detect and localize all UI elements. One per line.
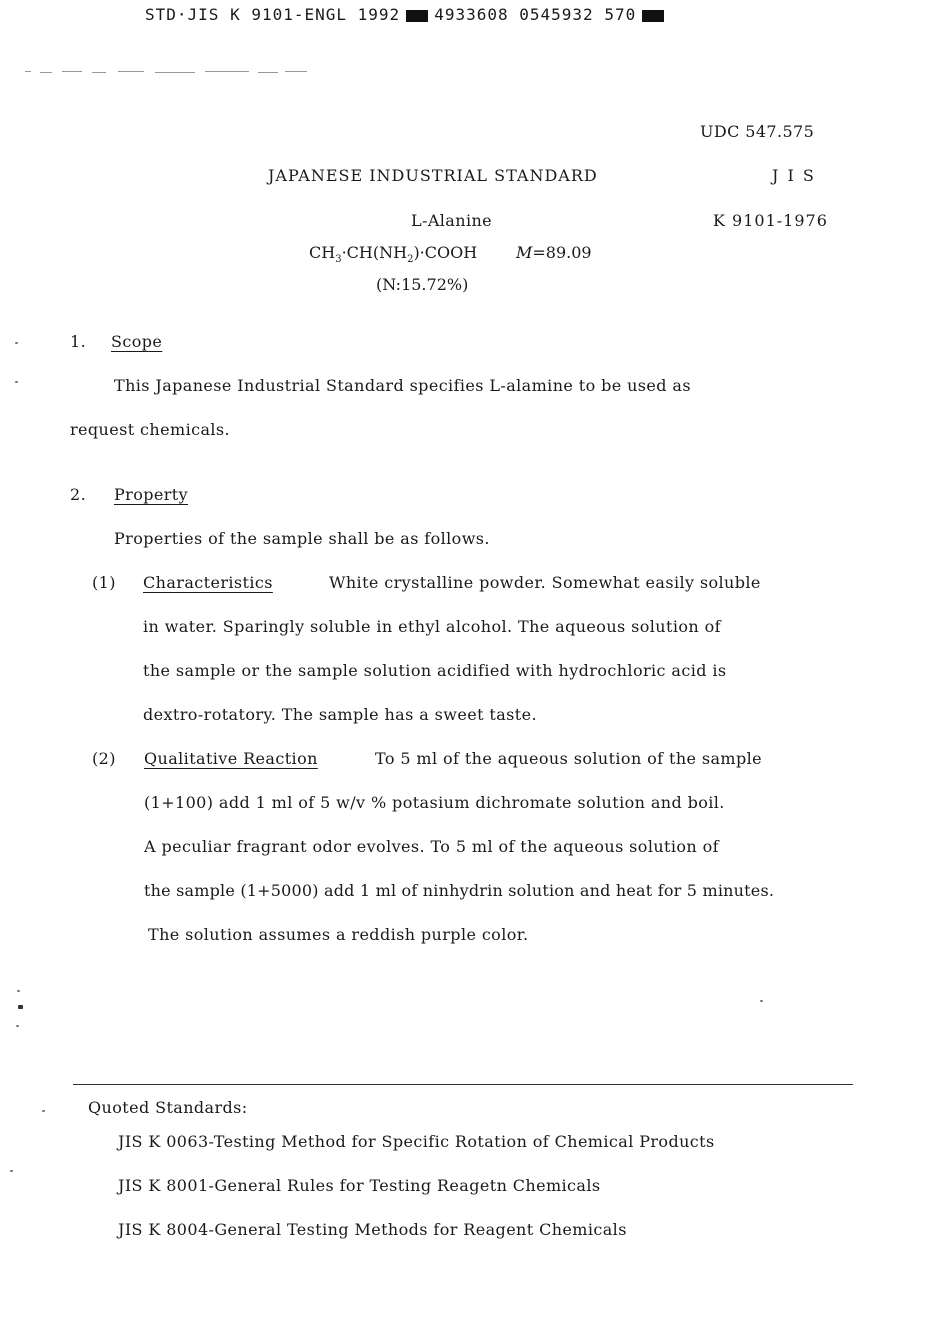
formula-part: )·COOH [413, 243, 478, 262]
molar-mass-value: =89.09 [532, 243, 592, 262]
molar-mass-symbol: M [516, 243, 533, 262]
scope-text-line: request chemicals. [70, 420, 230, 439]
quoted-standards-heading: Quoted Standards: [88, 1098, 248, 1117]
header-stamp-part1: STD·JIS K 9101-ENGL 1992 [145, 5, 401, 24]
property-intro: Properties of the sample shall be as follows. [114, 529, 490, 548]
document-title: L-Alanine [411, 211, 493, 230]
header-stamp-part2: 4933608 0545932 570 [434, 5, 637, 24]
section-number: 2. [70, 485, 87, 504]
formula-subscript: 3 [335, 254, 342, 266]
item-text-line: White crystalline powder. Somewhat easily soluble [329, 573, 761, 592]
section-heading-property: Property [114, 485, 189, 504]
item-text-line: A peculiar fragrant odor evolves. To 5 ml of the aqueous solution of [144, 837, 719, 856]
stamp-block-icon [642, 10, 664, 22]
scope-text-line: This Japanese Industrial Standard specifies L-alamine to be used as [114, 376, 691, 395]
jis-label: J I S [772, 166, 816, 185]
formula-part: CH [309, 243, 336, 262]
section-heading-scope: Scope [111, 332, 163, 351]
item-text-line: the sample or the sample solution acidified with hydrochloric acid is [143, 661, 727, 680]
nitrogen-content: (N:15.72%) [376, 275, 469, 294]
standard-number: K 9101-1976 [713, 211, 828, 230]
udc-code: UDC 547.575 [700, 122, 815, 141]
standard-body: JAPANESE INDUSTRIAL STANDARD [268, 166, 598, 185]
item-text-line: in water. Sparingly soluble in ethyl alcohol. The aqueous solution of [143, 617, 721, 636]
item-term-qualitative-reaction: Qualitative Reaction [144, 749, 318, 768]
molar-mass [516, 243, 592, 262]
item-text-line: To 5 ml of the aqueous solution of the sample [375, 749, 763, 768]
section-number: 1. [70, 332, 87, 351]
item-marker: (2) [92, 749, 116, 768]
footnote-divider [73, 1084, 853, 1085]
item-text-line: dextro-rotatory. The sample has a sweet taste. [143, 705, 537, 724]
item-text-line: The solution assumes a reddish purple color. [148, 925, 529, 944]
header-stamp [145, 5, 670, 24]
chemical-formula [309, 243, 477, 265]
quoted-standard-item: JIS K 8004-General Testing Methods for Reagent Chemicals [118, 1220, 627, 1239]
item-text-line: the sample (1+5000) add 1 ml of ninhydrin solution and heat for 5 minutes. [144, 881, 775, 900]
item-text-line: (1+100) add 1 ml of 5 w/v % potasium dichromate solution and boil. [144, 793, 725, 812]
formula-subscript: 2 [407, 254, 414, 266]
item-term-characteristics: Characteristics [143, 573, 273, 592]
quoted-standard-item: JIS K 0063-Testing Method for Specific Rotation of Chemical Products [118, 1132, 715, 1151]
quoted-standard-item: JIS K 8001-General Rules for Testing Reagetn Chemicals [118, 1176, 601, 1195]
item-marker: (1) [92, 573, 116, 592]
stamp-block-icon [406, 10, 428, 22]
formula-part: ·CH(NH [341, 243, 408, 262]
